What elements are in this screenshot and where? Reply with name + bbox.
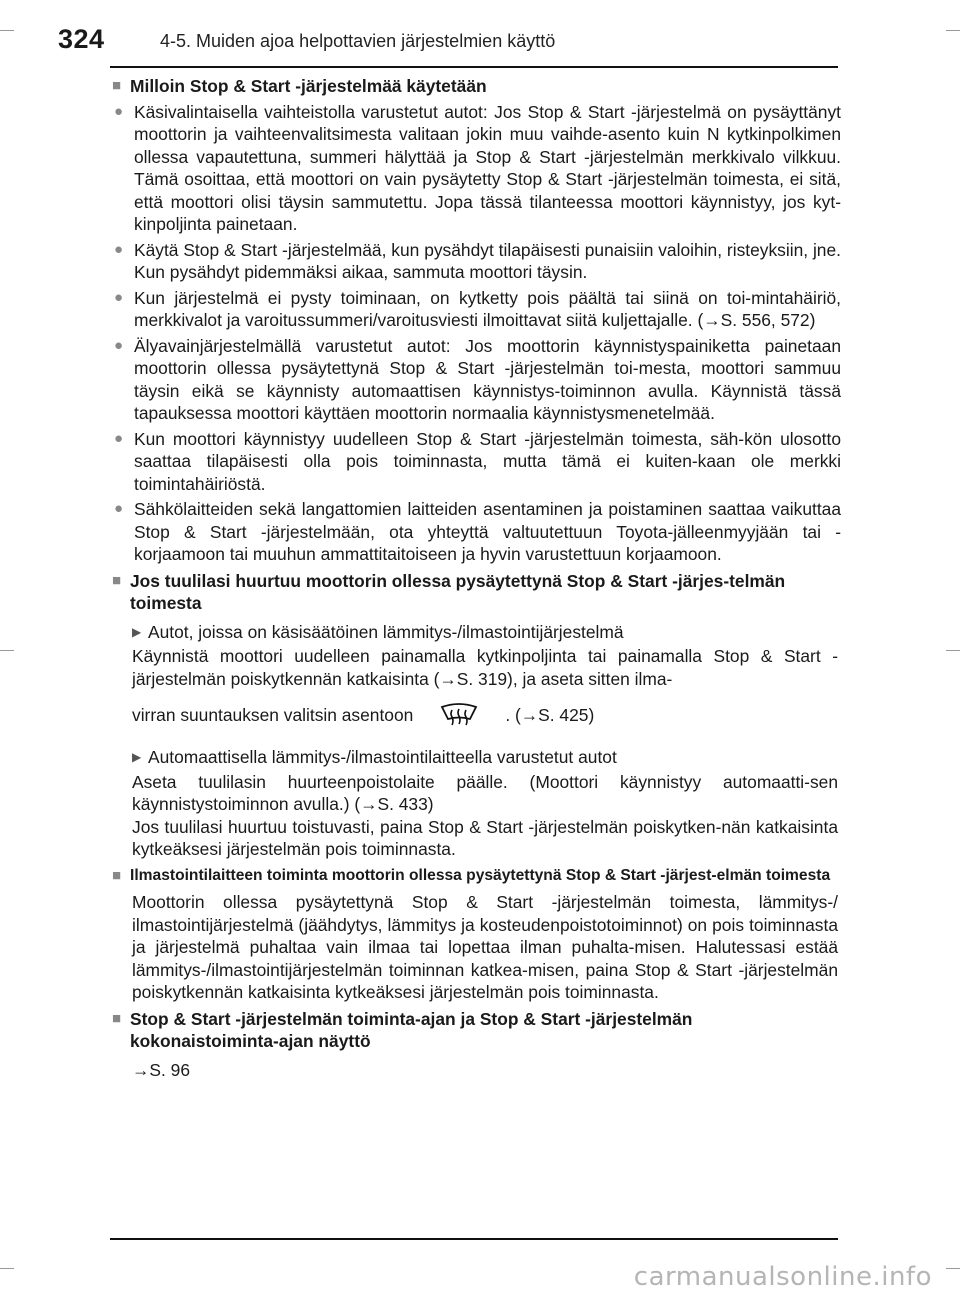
sub-heading: ▶ Automaattisella lämmitys-/ilmastointilaitteella varustetut autot <box>132 747 617 767</box>
section-heading: ■ Milloin Stop & Start -järjestelmää käytetään <box>112 76 487 96</box>
circle-bullet-icon: ● <box>114 336 124 354</box>
page-number: 324 <box>58 24 105 54</box>
paragraph: Moottorin ollessa pysäytettynä Stop & Start -järjestelmän toimesta, lämmitys-/ ilmastointijärjestelmä (jäähdytys, lämmitys ja kosteudenpoistotoiminnot) on pois toiminnasta ja järjestelmä puhaltaa vain ilmaa tai lopettaa ilman puhalta-misen. Halutessasi estää lämmitys-/ilmastointijärjestelmän toiminnan katkea-misen, paina Stop & Start -järjestelmän poiskytkennän katkaisinta kytkeäksesi järjestelmän pois toiminnasta. <box>132 892 838 1002</box>
windshield-defroster-icon <box>439 699 479 731</box>
sub-heading: ▶ Autot, joissa on käsisäätöinen lämmitys-/ilmastointijärjestelmä <box>132 621 624 642</box>
list-item: ● Käsivalintaisella vaihteistolla varustetut autot: Jos Stop & Start -järjestelmä on pysäyttänyt moottorin ja vaihteenvalitsimesta valitaan jokin muu vaihde-asento kuin N kytkinpolkimen ollessa vapautettuna, summeri hälyttää ja Stop & Start -järjestelmän merkkivalo vilkkuu. Tämä osoittaa, että moottori on vain pysäytetty Stop & Start -järjestelmän toimesta, ei sitä, että moottori olisi täysin sammutettu. Jopa tässä tilanteessa moottori käynnistyy, jos kyt-kinpoljinta painetaan. <box>114 101 841 234</box>
paragraph: Jos tuulilasi huurtuu toistuvasti, paina Stop & Start -järjestelmän poiskytken-nän katkaisinta kytkeäksesi järjestelmän pois toiminnasta. <box>132 816 838 859</box>
page-reference: →S. 96 <box>132 1059 190 1080</box>
watermark: carmanualsonline.info <box>633 1262 932 1292</box>
list-item: ● Älyavainjärjestelmällä varustetut autot: Jos moottorin käynnistyspainiketta painetaan moottorin ollessa pysäytettynä Stop & Start -järjestelmän toi-mesta, moottori sammuu täysin eikä se käynnisty automaattisen käynnistys-toiminnon avulla. Käynnistä tässä tapauksessa moottori käyttäen moottorin normaalia käynnistysmenetelmää. <box>114 335 841 423</box>
chapter-title: 4-5. Muiden ajoa helpottavien järjestelmien käyttö <box>160 31 556 51</box>
header-divider <box>110 66 838 68</box>
circle-bullet-icon: ● <box>114 500 124 517</box>
square-bullet-icon: ■ <box>112 77 122 94</box>
section-heading: ■ Ilmastointilaitteen toiminta moottorin ollessa pysäytettynä Stop & Start -järjest-elmän toimesta <box>112 865 841 888</box>
paragraph: Käynnistä moottori uudelleen painamalla kytkinpoljinta tai painamalla Stop & Start -järjestelmän poiskytkennän katkaisinta (→S. 319), ja aseta sitten ilma- <box>132 646 838 689</box>
section-heading: ■ Stop & Start -järjestelmän toiminta-ajan ja Stop & Start -järjestelmän kokonaistoiminta-ajan näyttö <box>112 1008 693 1051</box>
page-content <box>112 75 841 1081</box>
list-item: ● Sähkölaitteiden sekä langattomien laitteiden asentaminen ja poistaminen saattaa vaikuttaa Stop & Start -järjestelmään, ota yhteyttä valtuutettuun Toyota-jälleenmyyjään tai -korjaamoon tai muuhun ammattitaitoiseen ja hyvin varustettuun korjaamoon. <box>114 499 841 564</box>
footer-divider <box>110 1238 838 1240</box>
list-item: ● Käytä Stop & Start -järjestelmää, kun pysähdyt tilapäisesti punaisiin valoihin, risteyksiin, jne. Kun pysähdyt pidemmäksi aikaa, sammuta moottori täysin. <box>114 239 841 282</box>
triangle-bullet-icon: ▶ <box>132 750 142 764</box>
circle-bullet-icon: ● <box>114 288 124 306</box>
circle-bullet-icon: ● <box>114 429 124 447</box>
paragraph: Aseta tuulilasin huurteenpoistolaite päälle. (Moottori käynnistyy automaatti-sen käynnistystoiminnon avulla.) (→S. 433) <box>132 771 838 814</box>
triangle-bullet-icon: ▶ <box>132 624 142 639</box>
square-bullet-icon: ■ <box>112 866 122 884</box>
circle-bullet-icon: ● <box>114 240 124 258</box>
square-bullet-icon: ■ <box>112 571 122 589</box>
list-item: ● Kun moottori käynnistyy uudelleen Stop & Start -järjestelmän toimesta, säh-kön ulosotto saattaa tilapäisesti olla pois toiminnasta, mutta tämä ei kuiten-kaan ole merkki toimintahäiriöstä. <box>114 428 841 494</box>
defroster-instruction: virran suuntauksen valitsin asentoon . (→S. 425) <box>132 690 841 740</box>
list-item: ● Kun järjestelmä ei pysty toiminaan, on kytketty pois päältä tai siinä on toi-mintahäiriö, merkkivalot ja varoitussummeri/varoitusviesti ilmoittavat siitä kuljettajalle. (→S. 556, 572) <box>114 287 841 330</box>
section-heading: ■ Jos tuulilasi huurtuu moottorin ollessa pysäytettynä Stop & Start -järjes-telmän toimesta <box>112 570 786 613</box>
circle-bullet-icon: ● <box>114 102 124 120</box>
square-bullet-icon: ■ <box>112 1009 122 1027</box>
